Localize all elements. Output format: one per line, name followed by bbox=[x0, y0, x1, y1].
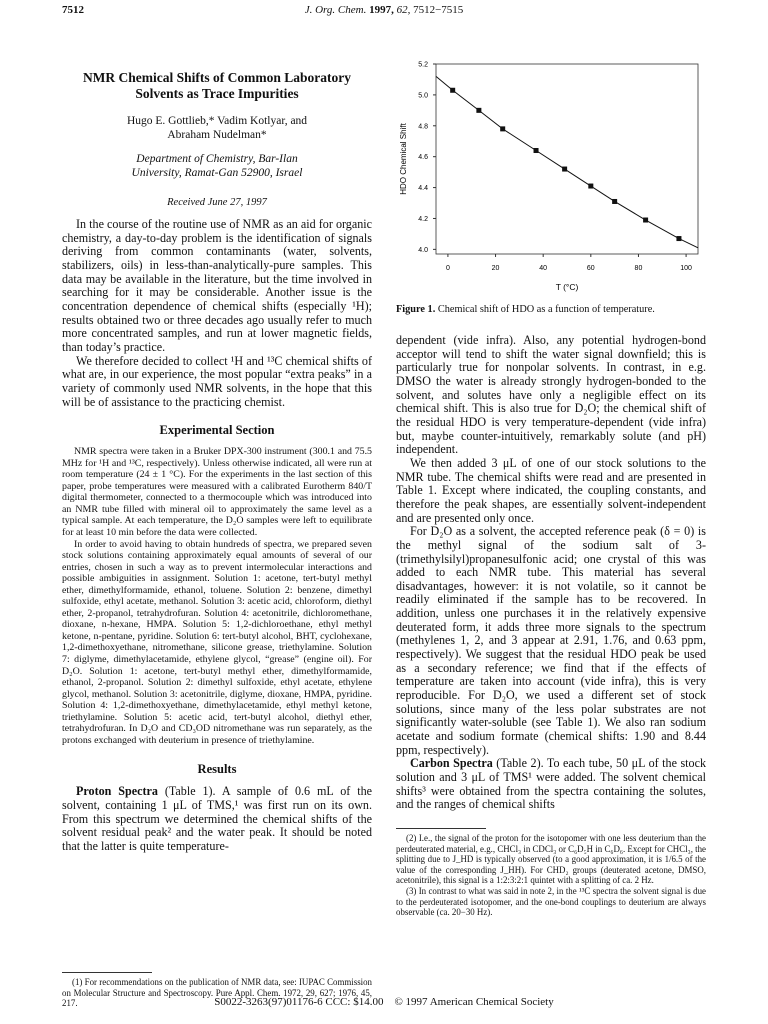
x-tick-label: 100 bbox=[680, 265, 692, 272]
footnote: (1) For recommendations on the publication of NMR data, see: IUPAC Commission on Molecular Structure and Spectroscopy. Pure Appl. Chem. 1972, 29, 627; 1976, 45, 217. bbox=[62, 977, 372, 1009]
data-point bbox=[643, 218, 648, 223]
y-tick-label: 4.6 bbox=[418, 154, 428, 162]
figure-label: Figure 1. bbox=[396, 304, 436, 315]
section-heading: Results bbox=[197, 762, 237, 777]
page-range: 7512−7515 bbox=[413, 4, 464, 16]
paragraph: For D₂O as a solvent, the accepted reference peak (δ = 0) is the methyl signal of the sodium salt of 3-(trimethylsilyl)propanesulfonic acid; one crystal of this was added to each NMR tube. This material has several disadvantages, however: it is not volatile, so it cannot be readily eliminated if the sample has to be recovered. In addition, unless one purchases it in the relatively expensive deuterated form, it adds three more signals to the spectrum (methylenes 1, 2, and 3 appear at 2.91, 1.76, and 0.63 ppm, respectively). We suggest that the residual HDO peak be used as a secondary reference; we find that if the effects of temperature are taken into account (vide infra), this is very reproducible. For D₂O, we used a different set of stock solutions, since many of the less polar substrates are not significantly water-soluble (see Table 1). We also ran sodium acetate and sodium formate (chemical shifts: 1.90 and 8.44 ppm, respectively). bbox=[396, 524, 706, 757]
year: 1997, bbox=[369, 4, 394, 16]
volume: 62, bbox=[396, 4, 411, 16]
subsection-lead: Carbon Spectra bbox=[410, 756, 493, 771]
paragraph: dependent (vide infra). Also, any potential hydrogen-bond acceptor will tend to shift the water signal downfield; this is particularly true for nonpolar solvents. In contrast, in e.g. DMSO the water is already strongly hydrogen-bonded to the solvent, and solutes have only a negligible effect on its chemical shift. This is also true for D₂O; the chemical shift of the residual HDO is very temperature-dependent (vide infra) but, maybe counter-intuitively, remarkably solute (and pH) independent. bbox=[396, 333, 706, 457]
page-footer bbox=[0, 996, 768, 1008]
x-tick-label: 20 bbox=[491, 265, 500, 272]
affiliation: Department of Chemistry, Bar-Ilan University, Ramat-Gan 52900, Israel bbox=[131, 153, 303, 179]
copyright: © 1997 American Chemical Society bbox=[394, 996, 554, 1008]
paragraph bbox=[62, 785, 372, 853]
x-tick-label: 0 bbox=[445, 265, 450, 272]
left-column bbox=[62, 70, 372, 854]
y-tick-label: 5.2 bbox=[418, 61, 428, 69]
footnote: (2) I.e., the signal of the proton for the isotopomer with one less deuterium than the perdeuterated material, e.g., CHCl₃ in CDCl₃ or C₆D₅H in C₆D₆. Except for CHCl₃, the splitting due to J_HD is typically observed (to a good approximation, it is 1/6.5 of the value of the corresponding J_HH). For CHD₂ groups (deuterated acetone, DMSO, acetonitrile), this signal is a 1:2:3:2:1 quintet with a splitting of ca. 2 Hz. bbox=[396, 832, 706, 886]
fit-curve bbox=[436, 76, 698, 247]
figure-1-chart bbox=[396, 52, 706, 297]
running-header bbox=[0, 4, 768, 16]
paragraph: We then added 3 μL of one of our stock solutions to the NMR tube. The chemical shifts were read and are presented in Table 1. Except where indicated, the coupling constants, and therefore the peak shapes, are essentially solvent-independent and are presented only once. bbox=[396, 455, 706, 525]
caption-text: Chemical shift of HDO as a function of temperature. bbox=[435, 304, 655, 315]
footnote: (3) In contrast to what was said in note 2, in the ¹³C spectra the solvent signal is due to the perdeuterated isotopomer, and the one-bond couplings to deuterium are always observable (ca. 20−30 Hz). bbox=[396, 885, 706, 918]
footnote-rule bbox=[62, 972, 152, 973]
y-tick-label: 5.0 bbox=[418, 92, 428, 100]
footnotes-right bbox=[396, 828, 706, 918]
y-tick-label: 4.4 bbox=[418, 185, 428, 193]
figure-caption bbox=[396, 304, 706, 316]
right-body bbox=[396, 334, 706, 812]
data-point bbox=[534, 148, 539, 153]
y-tick-label: 4.8 bbox=[418, 123, 428, 131]
authors: Hugo E. Gottlieb,* Vadim Kotlyar, and Abraham Nudelman* bbox=[126, 115, 308, 141]
article-title: NMR Chemical Shifts of Common Laboratory Solvents as Trace Impurities bbox=[82, 70, 352, 101]
introduction bbox=[62, 218, 372, 409]
journal-name: J. Org. Chem. bbox=[304, 4, 367, 16]
right-column bbox=[396, 52, 706, 918]
doi-code: S0022-3263(97)01176-6 CCC: $14.00 bbox=[214, 996, 384, 1008]
x-tick-label: 40 bbox=[539, 265, 548, 272]
data-point bbox=[676, 236, 681, 241]
paragraph: NMR spectra were taken in a Bruker DPX-300 instrument (300.1 and 75.5 MHz for ¹H and ¹³C, respectively). Unless otherwise indicated, all were run at room temperature (24 ± 1 °C). For the experiments in the last section of this paper, probe temperatures were measured with a calibrated Eurotherm 840/T digital thermometer, connected to a thermocouple which was introduced into an NMR tube filled with mineral oil to approximately the same level as a typical sample. At each temperature, the D₂O samples were left to equilibrate for at least 10 min before the data were collected. bbox=[62, 446, 372, 539]
x-tick-label: 80 bbox=[634, 265, 643, 272]
plot-frame bbox=[436, 64, 698, 254]
paragraph: In the course of the routine use of NMR as an aid for organic chemistry, a day-to-day problem is the identification of signals deriving from common contaminants (water, solvents, stabilizers, oils) in less-than-analytically-pure samples. This data may be available in the literature, but the time involved in searching for it may be considerable. Another issue is the concentration dependence of chemical shifts (especially ¹H); results obtained two or three decades ago usually refer to much more concentrated samples, and run at lower magnetic fields, than today’s practice. bbox=[62, 217, 372, 354]
subsection-lead: Proton Spectra bbox=[76, 784, 158, 799]
data-point bbox=[612, 199, 617, 204]
experimental-section bbox=[62, 446, 372, 746]
x-tick-label: 60 bbox=[586, 265, 595, 272]
data-point bbox=[450, 88, 455, 93]
data-point bbox=[476, 108, 481, 113]
data-point bbox=[562, 167, 567, 172]
y-tick-label: 4.0 bbox=[418, 246, 428, 254]
received-date: Received June 27, 1997 bbox=[167, 197, 267, 208]
paragraph: We therefore decided to collect ¹H and ¹³C chemical shifts of what are, in our experience, the most popular “extra peaks” in a variety of commonly used NMR solvents, in the hope that this will be of assistance to the practicing chemist. bbox=[62, 353, 372, 409]
section-heading: Experimental Section bbox=[159, 423, 275, 438]
paragraph bbox=[396, 757, 706, 812]
paragraph-text: (Table 2). To each tube, 50 μL of the stock solution and 3 μL of TMS¹ were added. The solvent chemical shifts³ were obtained from the spectra containing the solutes, and the ranges of chemical shifts bbox=[396, 756, 706, 812]
y-tick-label: 4.2 bbox=[418, 215, 428, 223]
results-section bbox=[62, 785, 372, 853]
x-axis-label: T (°C) bbox=[555, 282, 579, 292]
footnote-rule bbox=[396, 828, 486, 829]
paragraph: In order to avoid having to obtain hundreds of spectra, we prepared seven stock solutions containing approximately equal amounts of several of our entries, chosen in such a way as to prevent intermolecular interactions and possible ambiguities in assignment. Solution 1: acetone, tert-butyl methyl ether, dimethylformamide, ethanol, toluene. Solution 2: benzene, dimethyl sulfoxide, ethyl acetate, methanol. Solution 3: acetic acid, chloroform, diethyl ether, 2-propanol, tetrahydrofuran. Solution 4: acetonitrile, dichloromethane, dioxane, n-hexane, HMPA. Solution 5: 1,2-dichloroethane, ethyl methyl ketone, n-pentane, pyridine. Solution 6: tert-butyl alcohol, BHT, cyclohexane, 1,2-dimethoxyethane, nitromethane, silicone grease, triethylamine. Solution 7: diglyme, dimethylacetamide, ethylene glycol, “grease” (engine oil). For D₂O. Solution 1: acetone, tert-butyl methyl ether, dimethylformamide, ethanol, 2-propanol. Solution 2: dimethyl sulfoxide, ethyl acetate, ethylene glycol, methanol. Solution 3: acetonitrile, diglyme, dioxane, HMPA, pyridine. Solution 4: 1,2-dimethoxyethane, dimethylacetamide, ethyl methyl ketone, triethylamine. Solution 5: acetic acid, tert-butyl alcohol, diethyl ether, tetrahydrofuran. In D₂O and CD₃OD nitromethane was run separately, as the protons exchanged with deuterium in presence of triethylamine. bbox=[62, 538, 372, 746]
data-point bbox=[500, 126, 505, 131]
data-point bbox=[588, 184, 593, 189]
y-axis-label: HDO Chemical Shift bbox=[399, 123, 408, 195]
page-number: 7512 bbox=[62, 4, 84, 16]
paragraph-text: (Table 1). A sample of 0.6 mL of the solvent, containing 1 μL of TMS,¹ was first run on its own. From this spectrum we determined the chemical shifts of the solvent residual peak² and the water peak. It should be noted that the latter is quite temperature- bbox=[62, 784, 372, 854]
